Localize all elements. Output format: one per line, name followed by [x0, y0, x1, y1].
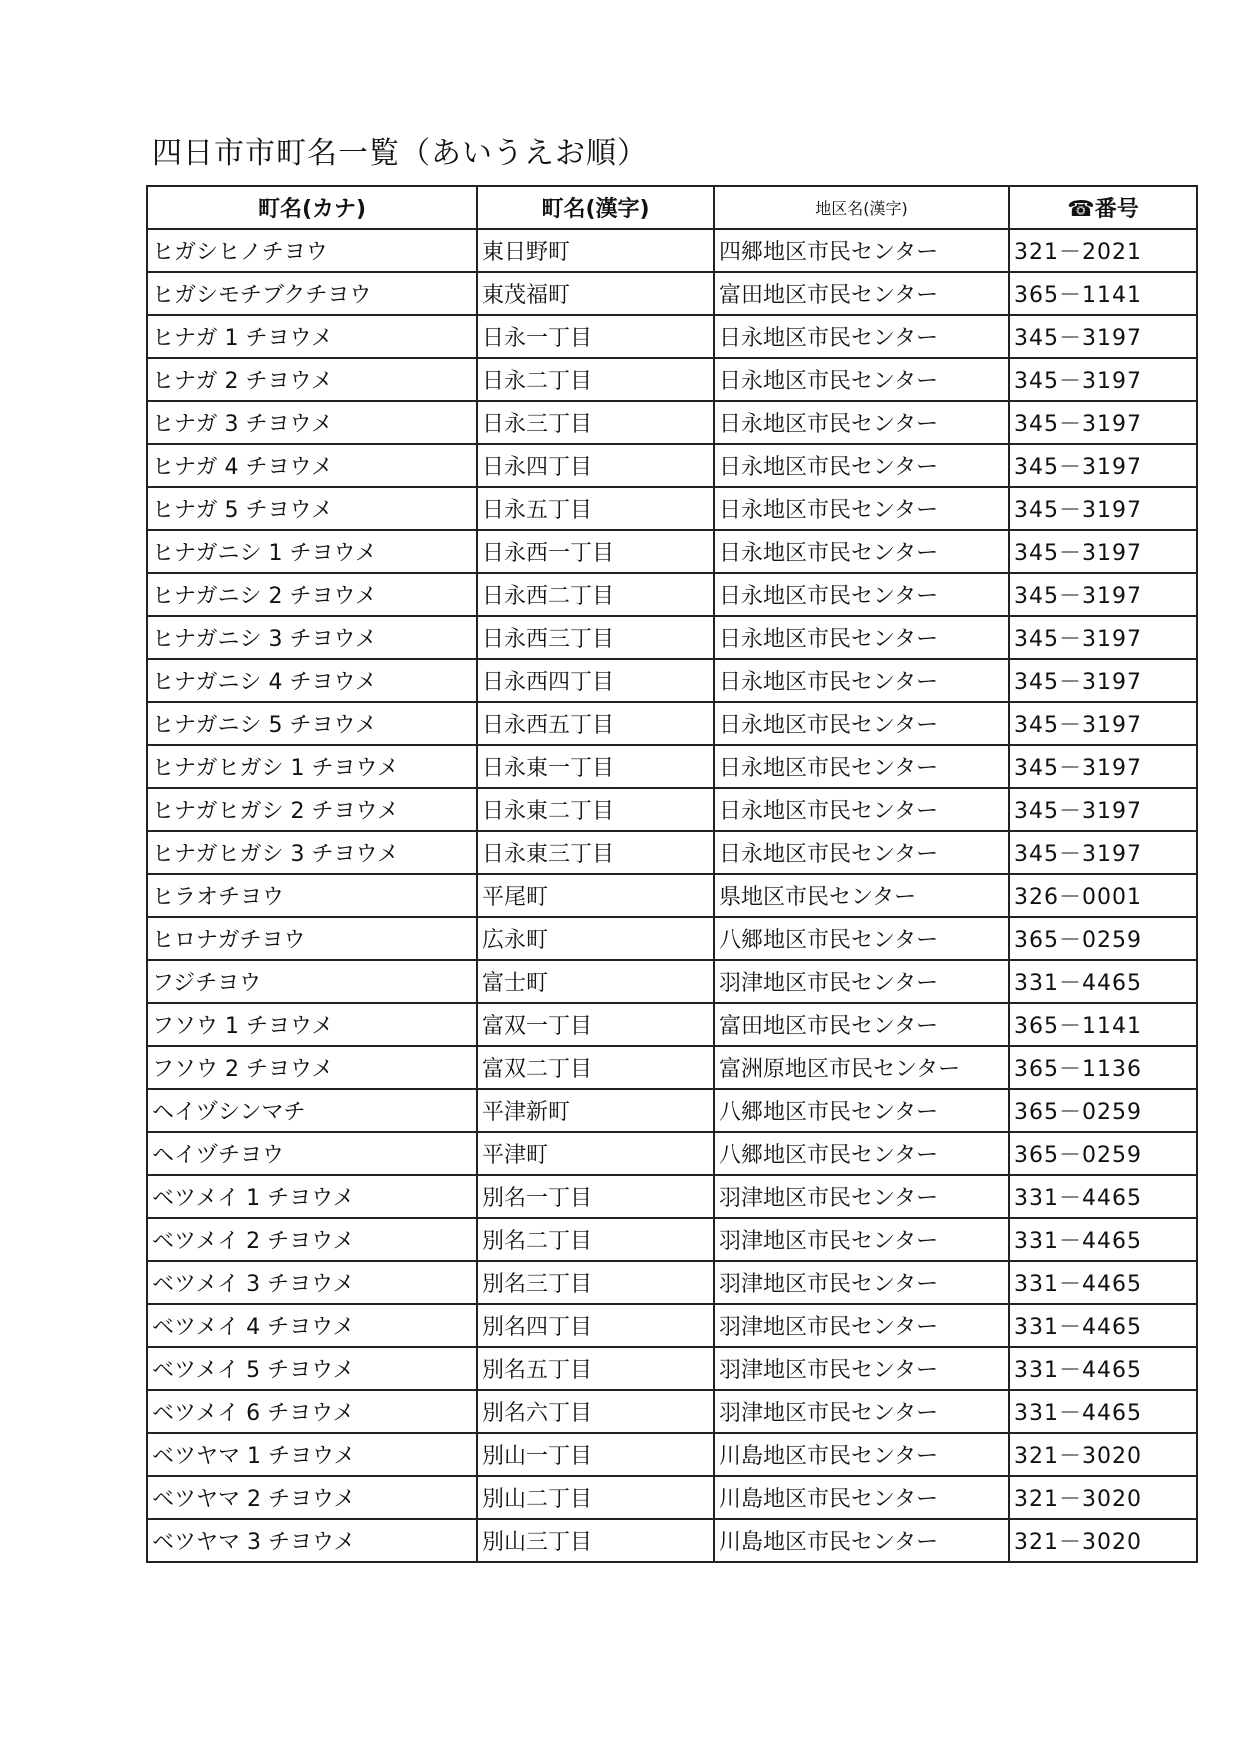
cell-kana: ベツヤマ 1 チヨウメ: [147, 1433, 477, 1476]
cell-district: 日永地区市民センター: [714, 573, 1009, 616]
cell-kanji: 日永二丁目: [477, 358, 714, 401]
cell-kana: ヒナガ 1 チヨウメ: [147, 315, 477, 358]
cell-kana: ベツメイ 5 チヨウメ: [147, 1347, 477, 1390]
cell-kanji: 東茂福町: [477, 272, 714, 315]
cell-kanji: 平津町: [477, 1132, 714, 1175]
cell-kanji: 日永東一丁目: [477, 745, 714, 788]
cell-phone: 345－3197: [1009, 788, 1197, 831]
table-row: [147, 702, 1197, 745]
cell-kana: ヒガシモチブクチヨウ: [147, 272, 477, 315]
table-row: [147, 788, 1197, 831]
table-row: [147, 1132, 1197, 1175]
cell-district: 八郷地区市民センター: [714, 917, 1009, 960]
cell-kana: ベツヤマ 2 チヨウメ: [147, 1476, 477, 1519]
cell-phone: 345－3197: [1009, 616, 1197, 659]
cell-phone: 365－1141: [1009, 272, 1197, 315]
table-row: [147, 917, 1197, 960]
cell-district: 八郷地区市民センター: [714, 1089, 1009, 1132]
table-row: [147, 1003, 1197, 1046]
cell-phone: 321－3020: [1009, 1519, 1197, 1562]
cell-district: 日永地区市民センター: [714, 616, 1009, 659]
cell-district: 日永地区市民センター: [714, 702, 1009, 745]
cell-phone: 345－3197: [1009, 573, 1197, 616]
header-district: 地区名(漢字): [714, 186, 1009, 229]
cell-kanji: 平津新町: [477, 1089, 714, 1132]
cell-phone: 345－3197: [1009, 444, 1197, 487]
cell-kana: ヒナガ 2 チヨウメ: [147, 358, 477, 401]
cell-kana: ベツヤマ 3 チヨウメ: [147, 1519, 477, 1562]
cell-kanji: 別名六丁目: [477, 1390, 714, 1433]
cell-kanji: 日永西五丁目: [477, 702, 714, 745]
cell-phone: 331－4465: [1009, 1390, 1197, 1433]
cell-kana: ヒナガニシ 1 チヨウメ: [147, 530, 477, 573]
table-row: [147, 487, 1197, 530]
cell-phone: 331－4465: [1009, 960, 1197, 1003]
cell-district: 日永地区市民センター: [714, 788, 1009, 831]
town-list-table: [146, 185, 1198, 1563]
cell-district: 日永地区市民センター: [714, 315, 1009, 358]
table-row: [147, 1089, 1197, 1132]
cell-kanji: 日永西一丁目: [477, 530, 714, 573]
cell-kana: ヒロナガチヨウ: [147, 917, 477, 960]
cell-district: 日永地区市民センター: [714, 659, 1009, 702]
cell-phone: 345－3197: [1009, 315, 1197, 358]
cell-phone: 345－3197: [1009, 487, 1197, 530]
cell-district: 富田地区市民センター: [714, 1003, 1009, 1046]
cell-kanji: 日永四丁目: [477, 444, 714, 487]
cell-district: 羽津地区市民センター: [714, 1261, 1009, 1304]
cell-phone: 345－3197: [1009, 702, 1197, 745]
cell-kana: フジチヨウ: [147, 960, 477, 1003]
cell-district: 羽津地区市民センター: [714, 1347, 1009, 1390]
cell-phone: 345－3197: [1009, 530, 1197, 573]
cell-kanji: 富双二丁目: [477, 1046, 714, 1089]
cell-kanji: 東日野町: [477, 229, 714, 272]
cell-district: 四郷地区市民センター: [714, 229, 1009, 272]
cell-kanji: 別山三丁目: [477, 1519, 714, 1562]
cell-kana: ヒナガ 3 チヨウメ: [147, 401, 477, 444]
cell-district: 日永地区市民センター: [714, 831, 1009, 874]
cell-kana: フソウ 2 チヨウメ: [147, 1046, 477, 1089]
cell-kanji: 平尾町: [477, 874, 714, 917]
cell-kanji: 日永東二丁目: [477, 788, 714, 831]
table-row: [147, 358, 1197, 401]
cell-phone: 365－0259: [1009, 917, 1197, 960]
cell-phone: 331－4465: [1009, 1261, 1197, 1304]
table-row: [147, 659, 1197, 702]
cell-phone: 345－3197: [1009, 831, 1197, 874]
table-body: [147, 229, 1197, 1562]
cell-kana: ベツメイ 2 チヨウメ: [147, 1218, 477, 1261]
table-row: [147, 444, 1197, 487]
cell-phone: 345－3197: [1009, 401, 1197, 444]
cell-phone: 321－3020: [1009, 1476, 1197, 1519]
cell-kana: ベツメイ 4 チヨウメ: [147, 1304, 477, 1347]
cell-district: 羽津地区市民センター: [714, 1175, 1009, 1218]
cell-phone: 331－4465: [1009, 1347, 1197, 1390]
header-kanji: 町名(漢字): [477, 186, 714, 229]
cell-phone: 345－3197: [1009, 659, 1197, 702]
table-row: [147, 1347, 1197, 1390]
cell-district: 日永地区市民センター: [714, 401, 1009, 444]
cell-kanji: 日永東三丁目: [477, 831, 714, 874]
cell-kanji: 別山二丁目: [477, 1476, 714, 1519]
cell-district: 富田地区市民センター: [714, 272, 1009, 315]
cell-kanji: 別名一丁目: [477, 1175, 714, 1218]
cell-kana: ヒナガ 5 チヨウメ: [147, 487, 477, 530]
table-row: [147, 745, 1197, 788]
table-row: [147, 1433, 1197, 1476]
header-phone: ☎番号: [1009, 186, 1197, 229]
table-row: [147, 229, 1197, 272]
table-row: [147, 1304, 1197, 1347]
cell-district: 日永地区市民センター: [714, 745, 1009, 788]
cell-phone: 321－2021: [1009, 229, 1197, 272]
cell-kana: ヒナガニシ 4 チヨウメ: [147, 659, 477, 702]
table-row: [147, 1476, 1197, 1519]
table-header-row: [147, 186, 1197, 229]
cell-kanji: 広永町: [477, 917, 714, 960]
cell-kanji: 富双一丁目: [477, 1003, 714, 1046]
cell-district: 日永地区市民センター: [714, 444, 1009, 487]
cell-phone: 321－3020: [1009, 1433, 1197, 1476]
cell-district: 八郷地区市民センター: [714, 1132, 1009, 1175]
header-kana: 町名(カナ): [147, 186, 477, 229]
cell-kana: ヒナガニシ 3 チヨウメ: [147, 616, 477, 659]
cell-kana: ヒガシヒノチヨウ: [147, 229, 477, 272]
cell-kana: ベツメイ 3 チヨウメ: [147, 1261, 477, 1304]
cell-phone: 331－4465: [1009, 1175, 1197, 1218]
table-row: [147, 315, 1197, 358]
cell-district: 羽津地区市民センター: [714, 1218, 1009, 1261]
cell-phone: 345－3197: [1009, 745, 1197, 788]
table-row: [147, 272, 1197, 315]
cell-kanji: 別名二丁目: [477, 1218, 714, 1261]
table-row: [147, 874, 1197, 917]
cell-kana: ヒナガ 4 チヨウメ: [147, 444, 477, 487]
page-title: 四日市市町名一覧（あいうえお順）: [152, 136, 648, 171]
cell-kana: ヒナガヒガシ 2 チヨウメ: [147, 788, 477, 831]
cell-district: 県地区市民センター: [714, 874, 1009, 917]
cell-phone: 365－0259: [1009, 1132, 1197, 1175]
cell-kana: ベツメイ 1 チヨウメ: [147, 1175, 477, 1218]
cell-kana: ヒナガニシ 5 チヨウメ: [147, 702, 477, 745]
cell-kana: ベツメイ 6 チヨウメ: [147, 1390, 477, 1433]
cell-phone: 365－1141: [1009, 1003, 1197, 1046]
cell-district: 日永地区市民センター: [714, 487, 1009, 530]
cell-kana: フソウ 1 チヨウメ: [147, 1003, 477, 1046]
cell-kanji: 別名五丁目: [477, 1347, 714, 1390]
cell-phone: 365－0259: [1009, 1089, 1197, 1132]
cell-phone: 345－3197: [1009, 358, 1197, 401]
cell-kana: ヒナガニシ 2 チヨウメ: [147, 573, 477, 616]
cell-phone: 331－4465: [1009, 1304, 1197, 1347]
cell-kanji: 日永西三丁目: [477, 616, 714, 659]
table-row: [147, 1390, 1197, 1433]
cell-kana: ヒラオチヨウ: [147, 874, 477, 917]
cell-kanji: 別名三丁目: [477, 1261, 714, 1304]
cell-district: 川島地区市民センター: [714, 1476, 1009, 1519]
cell-kana: ヒナガヒガシ 3 チヨウメ: [147, 831, 477, 874]
table-row: [147, 1218, 1197, 1261]
cell-district: 川島地区市民センター: [714, 1433, 1009, 1476]
table-row: [147, 401, 1197, 444]
cell-kana: ヒナガヒガシ 1 チヨウメ: [147, 745, 477, 788]
cell-kanji: 日永一丁目: [477, 315, 714, 358]
cell-phone: 326－0001: [1009, 874, 1197, 917]
cell-kanji: 日永西二丁目: [477, 573, 714, 616]
cell-phone: 365－1136: [1009, 1046, 1197, 1089]
table-row: [147, 573, 1197, 616]
cell-district: 日永地区市民センター: [714, 530, 1009, 573]
table-row: [147, 616, 1197, 659]
table-row: [147, 1261, 1197, 1304]
table-row: [147, 530, 1197, 573]
table-row: [147, 1175, 1197, 1218]
cell-district: 富洲原地区市民センター: [714, 1046, 1009, 1089]
cell-kana: ヘイヅチヨウ: [147, 1132, 477, 1175]
cell-kanji: 別名四丁目: [477, 1304, 714, 1347]
cell-kana: ヘイヅシンマチ: [147, 1089, 477, 1132]
cell-kanji: 日永五丁目: [477, 487, 714, 530]
table-row: [147, 1046, 1197, 1089]
cell-kanji: 日永西四丁目: [477, 659, 714, 702]
table-row: [147, 960, 1197, 1003]
cell-district: 羽津地区市民センター: [714, 960, 1009, 1003]
cell-district: 川島地区市民センター: [714, 1519, 1009, 1562]
cell-district: 羽津地区市民センター: [714, 1390, 1009, 1433]
cell-kanji: 別山一丁目: [477, 1433, 714, 1476]
cell-district: 日永地区市民センター: [714, 358, 1009, 401]
cell-kanji: 日永三丁目: [477, 401, 714, 444]
table-row: [147, 831, 1197, 874]
table-row: [147, 1519, 1197, 1562]
cell-kanji: 富士町: [477, 960, 714, 1003]
cell-phone: 331－4465: [1009, 1218, 1197, 1261]
cell-district: 羽津地区市民センター: [714, 1304, 1009, 1347]
